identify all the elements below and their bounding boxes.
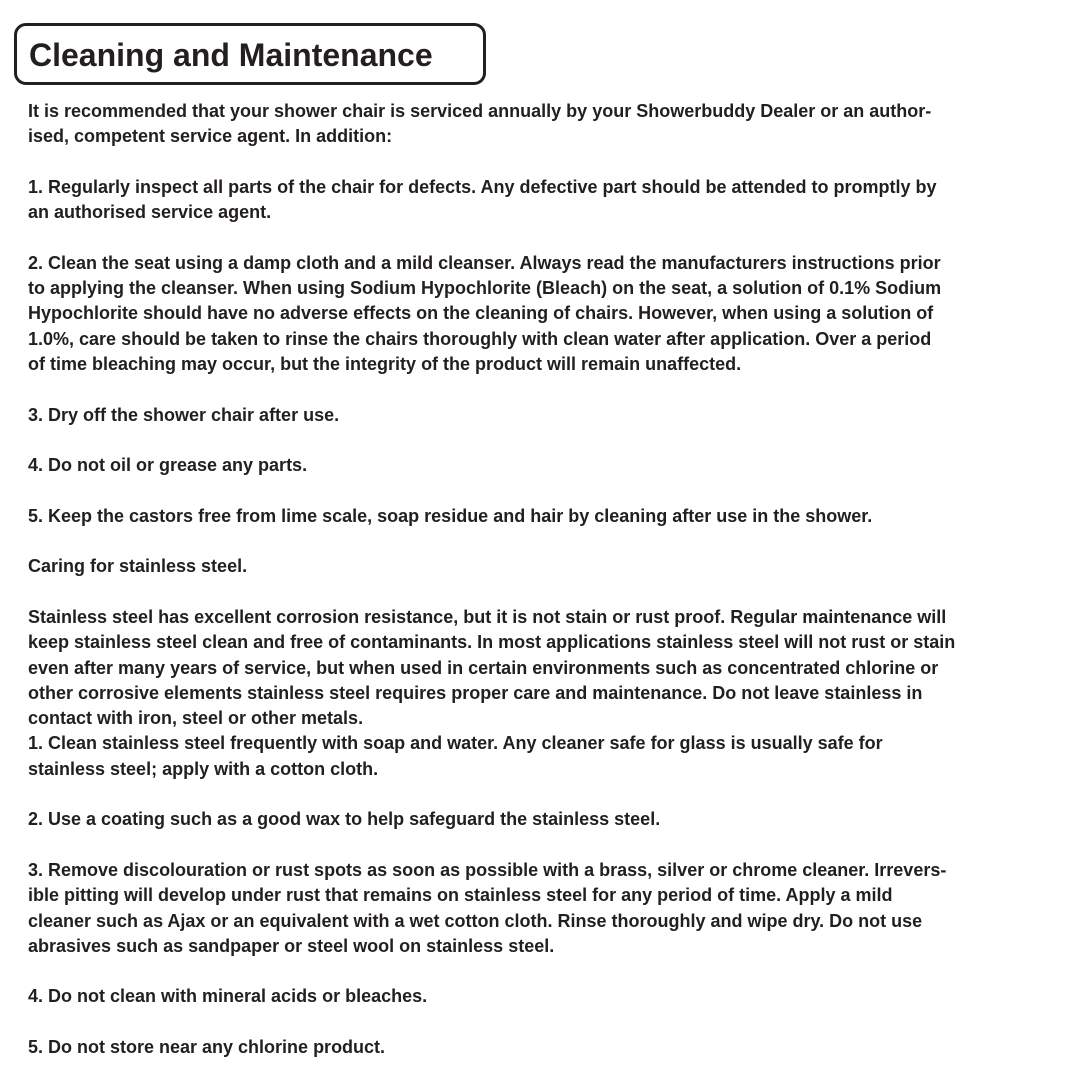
text-line: 2. Clean the seat using a damp cloth and a mild cleanser. Always read the manufacturers instructions prior <box>28 252 941 273</box>
text-line: of time bleaching may occur, but the integrity of the product will remain unaffected. <box>28 353 742 374</box>
text-line: 3. Dry off the shower chair after use. <box>28 404 340 425</box>
steel-item-3 <box>28 858 1054 959</box>
page-title: Cleaning and Maintenance <box>29 37 433 73</box>
text-line: 4. Do not oil or grease any parts. <box>28 455 308 476</box>
text-line: 4. Do not clean with mineral acids or bleaches. <box>28 986 428 1007</box>
stainless-steel-intro <box>28 605 1054 731</box>
steel-item-1 <box>28 731 1054 782</box>
text-line: keep stainless steel clean and free of contaminants. In most applications stainless steel will not rust or stain <box>28 632 956 653</box>
steel-item-5 <box>28 1035 1054 1060</box>
text-line: other corrosive elements stainless steel requires proper care and maintenance. Do not leave stainless in <box>28 682 923 703</box>
text-line: ible pitting will develop under rust that remains on stainless steel for any period of time. Apply a mild <box>28 885 893 906</box>
text-line: Caring for stainless steel. <box>28 556 248 577</box>
text-line: stainless steel; apply with a cotton cloth. <box>28 758 379 779</box>
text-line: abrasives such as sandpaper or steel wool on stainless steel. <box>28 935 555 956</box>
text-line: It is recommended that your shower chair is serviced annually by your Showerbuddy Dealer or an author- <box>28 101 932 121</box>
text-line: to applying the cleanser. When using Sodium Hypochlorite (Bleach) on the seat, a solution of 0.1% Sodium <box>28 278 942 299</box>
maintenance-item-3 <box>28 403 1054 428</box>
maintenance-item-2 <box>28 251 1054 377</box>
document-body <box>28 99 1054 1060</box>
text-line: 5. Keep the castors free from lime scale, soap residue and hair by cleaning after use in the shower. <box>28 505 873 526</box>
text-line: 1.0%, care should be taken to rinse the chairs thoroughly with clean water after application. Over a period <box>28 328 932 349</box>
text-line: 1. Clean stainless steel frequently with soap and water. Any cleaner safe for glass is usually safe for <box>28 733 883 754</box>
text-line: 1. Regularly inspect all parts of the chair for defects. Any defective part should be attended to promptly by <box>28 176 937 197</box>
steel-item-4 <box>28 984 1054 1009</box>
maintenance-item-1 <box>28 175 1054 226</box>
text-line: Stainless steel has excellent corrosion resistance, but it is not stain or rust proof. Regular maintenance will <box>28 606 947 627</box>
text-line: Hypochlorite should have no adverse effects on the cleaning of chairs. However, when using a solution of <box>28 303 934 324</box>
title-box <box>14 23 486 85</box>
maintenance-item-5 <box>28 504 1054 529</box>
text-line: ised, competent service agent. In addition: <box>28 126 393 147</box>
text-line: 5. Do not store near any chlorine product. <box>28 1036 386 1057</box>
text-line: cleaner such as Ajax or an equivalent with a wet cotton cloth. Rinse thoroughly and wipe dry. Do not use <box>28 910 923 931</box>
intro-paragraph <box>28 99 1054 150</box>
steel-item-2 <box>28 807 1054 832</box>
stainless-steel-heading <box>28 554 1054 579</box>
text-line: 2. Use a coating such as a good wax to help safeguard the stainless steel. <box>28 809 661 830</box>
text-line: even after many years of service, but when used in certain environments such as concentrated chlorine or <box>28 657 939 678</box>
maintenance-item-4 <box>28 453 1054 478</box>
text-line: contact with iron, steel or other metals. <box>28 708 364 729</box>
text-line: an authorised service agent. <box>28 202 272 223</box>
text-line: 3. Remove discolouration or rust spots as soon as possible with a brass, silver or chrome cleaner. Irrevers- <box>28 859 947 880</box>
